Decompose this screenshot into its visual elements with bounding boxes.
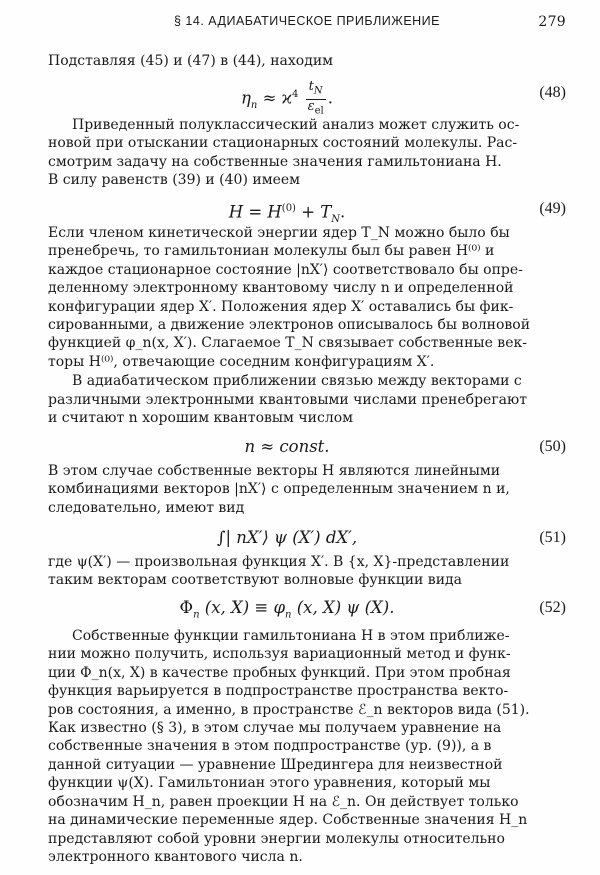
text-line: нии можно получить, используя вариационный метод и функ- (48, 646, 511, 663)
equation-52 (48, 595, 566, 621)
equation-48 (48, 79, 566, 117)
text-line: ции Φ_n(x, X) в качестве пробных функций. При этом пробная (48, 664, 511, 681)
text-line: В адиабатическом приближении связью между векторами с (72, 373, 522, 390)
running-header (48, 14, 566, 36)
equation-number: (52) (539, 598, 566, 616)
text-line: функцией φ_n(x, X′). Слагаемое T_N связывает собственные век- (48, 335, 527, 352)
text-line: В силу равенств (39) и (40) имеем (48, 171, 301, 188)
equation-number: (50) (539, 438, 566, 456)
equation-body: n ≈ const. (244, 437, 330, 457)
text-line: пренебречь, то гамильтониан молекулы был бы равен H⁽⁰⁾ и (48, 243, 495, 260)
text-line: торы H⁽⁰⁾, отвечающие соседним конфигурациям X′. (48, 353, 435, 370)
text-line: сированными, а движение электронов описывалось бы волновой (48, 316, 531, 333)
text-line: каждое стационарное состояние |nX′⟩ соответствовало бы опре- (48, 261, 523, 278)
text-line: Если членом кинетической энергии ядер T_N можно было бы (48, 224, 510, 241)
text-line: следовательно, имеют вид (48, 499, 245, 516)
text-line: различными электронными квантовыми числами пренебрегают (48, 391, 527, 408)
text-line: новой при отыскании стационарных состояний молекулы. Рас- (48, 135, 518, 152)
text-line: обозначим H_n, равен проекции H на ℰ_n. Он действует только (48, 793, 519, 810)
text-line: конфигурации ядер X′. Положения ядер X′ оставались бы фик- (48, 298, 514, 315)
text-line: Как известно (§ 3), в этом случае мы получаем уравнение на (48, 719, 502, 736)
equation-body: $\Phi_n$ (x, $X) \equiv \varphi_n$ (x, X) ψ (X). (179, 597, 395, 621)
text-line: Собственные функции гамильтониана H в этом приближе- (72, 627, 510, 644)
text-line: смотрим задачу на собственные значения гамильтониана H. (48, 153, 502, 170)
text-line: и считают n хорошим квантовым числом (48, 409, 354, 426)
text-line: Подставляя (45) и (47) в (44), находим (48, 53, 334, 69)
equation-number: (51) (539, 528, 566, 546)
text-line: комбинациями векторов |nX′⟩ с определенным значением n и, (48, 481, 510, 498)
section-title: § 14. АДИАБАТИЧЕСКОЕ ПРИБЛИЖЕНИЕ (173, 14, 441, 28)
text-line: функции ψ(X). Гамильтониан этого уравнения, который мы (48, 775, 491, 792)
text-line: деленному электронному квантовому числу n и определенной (48, 280, 514, 297)
text-line: В этом случае собственные векторы H являются линейными (48, 462, 501, 479)
equation-49 (48, 196, 566, 225)
equation-number: (48) (539, 84, 566, 102)
equation-51 (48, 525, 566, 551)
fraction: $\frac{t_N}{\varepsilon_{el}}$ (307, 79, 324, 117)
text-line: собственные значения в этом подпространстве (ур. (9)), а в (48, 738, 492, 755)
equation-body: ∫| nX′⟩ ψ (X′) dX′, (216, 527, 358, 547)
page-number: 279 (538, 14, 566, 30)
text-line: функция варьируется в подпространстве пространства векто- (48, 683, 509, 700)
text-line: ров состояния, а именно, в пространстве ℰ_n векторов вида (51). (48, 701, 530, 718)
text-line: представляют собой уровни энергии молекулы относительно (48, 830, 505, 847)
equation-body: $\eta_n \approx ϰ^4$ $\frac{t_N}{\varepsilon_{el}}$ . (241, 79, 333, 117)
text-line: Приведенный полуклассический анализ может служить ос- (72, 116, 520, 133)
text-line: где ψ(X′) — произвольная функция X′. В {x, X}-представлении (48, 554, 510, 571)
text-line: данной ситуации — уравнение Шредингера для неизвестной (48, 756, 503, 773)
equation-body: $H = H^{(0)} + T_N$. (228, 202, 346, 225)
equation-50 (48, 434, 566, 460)
text-line: на динамические переменные ядер. Собственные значения H_n (48, 812, 528, 829)
text-line: таким векторам соответствуют волновые функции вида (48, 572, 462, 589)
equation-number: (49) (539, 200, 566, 218)
text-line: электронного квантового числа n. (48, 849, 303, 865)
